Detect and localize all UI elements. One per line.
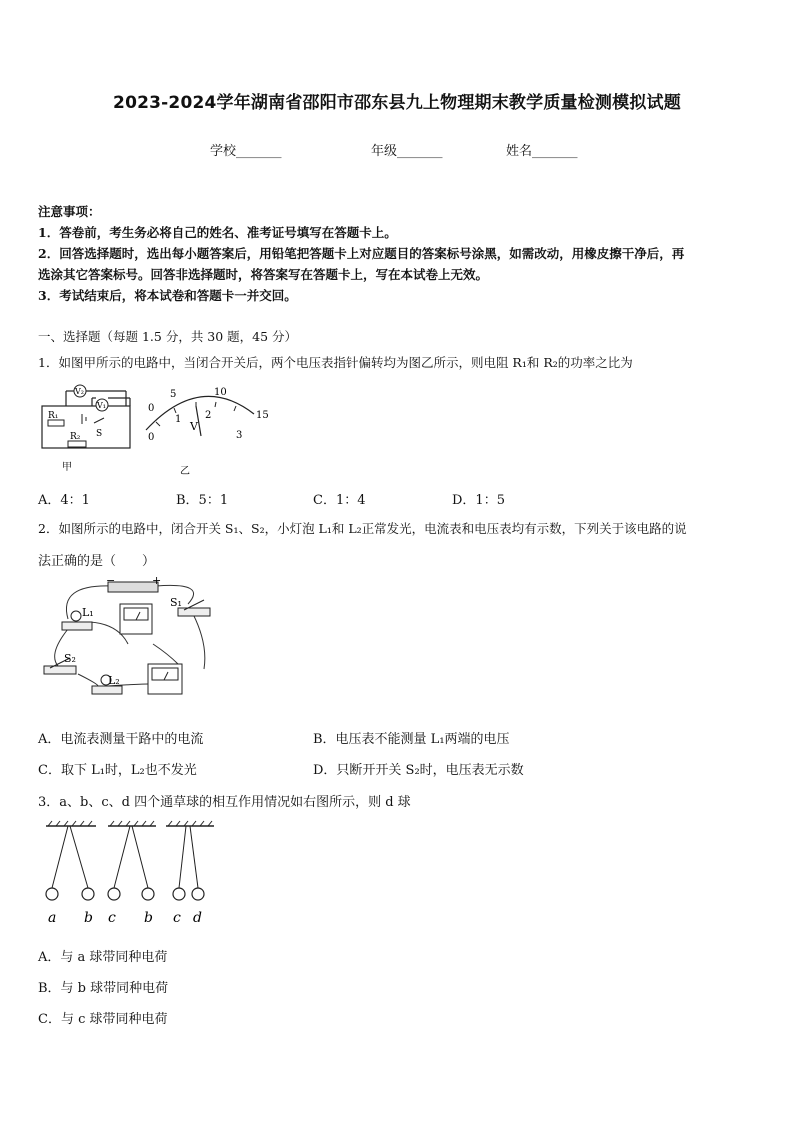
ball-a-icon [46, 888, 58, 900]
v2-label: V₂ [75, 387, 84, 396]
scale-top-5: 5 [170, 389, 177, 400]
q2-option-d[interactable]: D．只断开开关 S₂时，电压表无示数 [313, 763, 524, 778]
q1-option-b[interactable]: B．5：1 [176, 493, 229, 508]
q1-figure [38, 378, 270, 478]
l2-lamp-holder-icon [92, 686, 122, 694]
s1-label: S₁ [170, 596, 182, 609]
minus-label: − [106, 574, 116, 587]
ball-label-c2: c [173, 910, 181, 926]
ball-label-b2: b [144, 910, 153, 926]
name-field: 姓名_______ [506, 144, 578, 159]
q2-option-c[interactable]: C．取下 L₁时，L₂也不发光 [38, 763, 197, 778]
ball-b-icon [82, 888, 94, 900]
q2-option-b[interactable]: B．电压表不能测量 L₁两端的电压 [313, 732, 510, 747]
s-label: S [96, 429, 103, 439]
q3-option-c[interactable]: C．与 c 球带同种电荷 [38, 1012, 168, 1027]
ball-label-d: d [193, 910, 202, 926]
voltmeter-dial-yi [146, 387, 269, 477]
q3-figure [38, 818, 218, 930]
scale-bottom-3: 3 [236, 430, 243, 441]
scale-top-0: 0 [148, 403, 155, 414]
ball-label-a: a [48, 910, 57, 926]
r1-label: R₁ [48, 411, 59, 421]
notes-heading: 注意事项： [38, 204, 101, 219]
scale-bottom-2: 2 [205, 410, 212, 421]
section-heading: 一、选择题（每题 1.5 分，共 30 题，45 分） [38, 329, 298, 344]
r2-label: R₂ [70, 432, 81, 442]
scale-bottom-1: 1 [175, 414, 182, 425]
note-item-1: 1．答卷前，考生务必将自己的姓名、准考证号填写在答题卡上。 [38, 225, 397, 240]
s2-label: S₂ [64, 652, 76, 665]
ball-c-icon [108, 888, 120, 900]
l2-label: L₂ [108, 674, 120, 687]
q3-option-b[interactable]: B．与 b 球带同种电荷 [38, 981, 169, 996]
jia-label: 甲 [62, 462, 72, 473]
q1-option-c[interactable]: C．1：4 [313, 493, 366, 508]
scale-top-15: 15 [256, 410, 269, 421]
q1-option-a[interactable]: A．4：1 [38, 493, 90, 508]
q2-text-line2: 法正确的是（ ） [38, 554, 156, 569]
meter-v-label: V [190, 420, 198, 433]
scale-bottom-0: 0 [148, 432, 155, 443]
battery-icon [108, 582, 158, 592]
v1-label: V₁ [97, 401, 106, 410]
yi-label: 乙 [180, 466, 190, 477]
s1-switch-icon [178, 608, 210, 616]
scale-top-10: 10 [214, 387, 227, 398]
q2-figure [38, 574, 222, 716]
s2-switch-icon [44, 666, 76, 674]
q1-option-d[interactable]: D．1：5 [452, 493, 505, 508]
ball-c2-icon [173, 888, 185, 900]
q2-text-line1: 2．如图所示的电路中，闭合开关 S₁、S₂，小灯泡 L₁和 L₂正常发光，电流表和电压表均有示数，下列关于该电路的说 [38, 521, 687, 536]
q1-text: 1．如图甲所示的电路中，当闭合开关后，两个电压表指针偏转均为图乙所示，则电阻 R₁和 R₂的功率之比为 [38, 355, 633, 370]
school-field: 学校_______ [210, 144, 282, 159]
ball-label-c: c [108, 910, 116, 926]
grade-field: 年级_______ [371, 144, 443, 159]
note-item-3: 3．考试结束后，将本试卷和答题卡一并交回。 [38, 288, 297, 303]
l1-label: L₁ [82, 606, 94, 619]
note-item-2: 2．回答选择题时，选出每小题答案后，用铅笔把答题卡上对应题目的答案标号涂黑，如需改动，用橡皮擦干净后，再 [38, 246, 685, 261]
page-title: 2023-2024学年湖南省邵阳市邵东县九上物理期末教学质量检测模拟试题 [113, 93, 681, 113]
q3-text: 3．a、b、c、d 四个通草球的相互作用情况如右图所示，则 d 球 [38, 795, 411, 810]
ball-b2-icon [142, 888, 154, 900]
ball-d-icon [192, 888, 204, 900]
q3-option-a[interactable]: A．与 a 球带同种电荷 [38, 950, 168, 965]
plus-label: + [152, 574, 162, 587]
ball-label-b: b [84, 910, 93, 926]
l1-lamp-holder-icon [62, 622, 92, 630]
q2-option-a[interactable]: A．电流表测量干路中的电流 [38, 732, 204, 747]
note-item-2-cont: 选涂其它答案标号。回答非选择题时，将答案写在答题卡上，写在本试卷上无效。 [38, 267, 489, 282]
l1-bulb-icon [71, 611, 81, 621]
